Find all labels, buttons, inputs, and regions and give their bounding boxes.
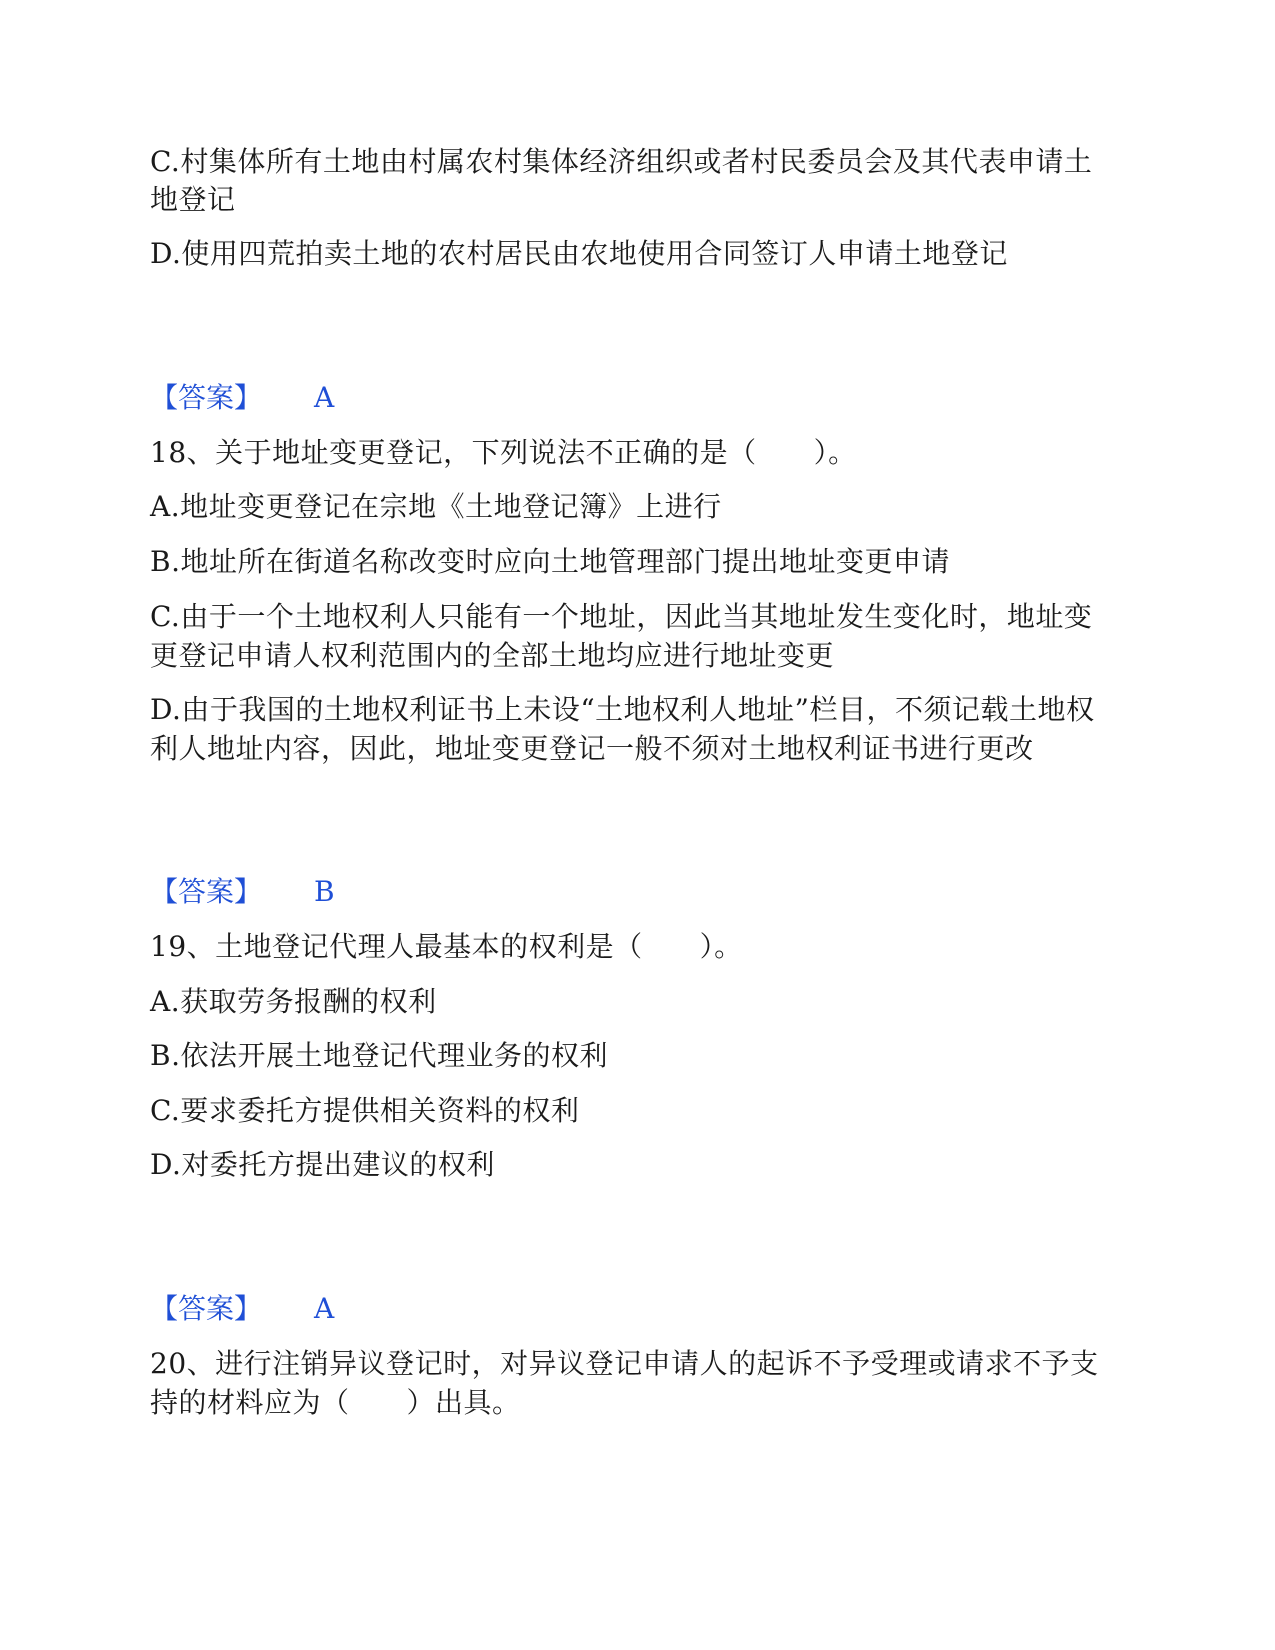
answer-value: A [314, 1292, 335, 1325]
answer-tag: 【答案】 [150, 381, 263, 414]
q18-answer [150, 872, 335, 912]
q17-option-d: D.使用四荒拍卖土地的农村居民由农地使用合同签订人申请土地登记 [150, 237, 1008, 270]
q20-stem-line1: 20、进行注销异议登记时，对异议登记申请人的起诉不予受理或请求不予支 [150, 1347, 1099, 1380]
answer-value: A [314, 381, 335, 414]
q19-answer [150, 1289, 334, 1329]
q19-option-d: D.对委托方提出建议的权利 [150, 1148, 495, 1181]
answer-value: B [314, 875, 335, 908]
q18-stem: 18、关于地址变更登记，下列说法不正确的是（ ）。 [150, 436, 857, 469]
q17-option-c-line2: 地登记 [150, 183, 236, 216]
q19-option-c: C.要求委托方提供相关资料的权利 [150, 1094, 580, 1127]
q17-answer [150, 378, 334, 418]
q19-option-b: B.依法开展土地登记代理业务的权利 [150, 1039, 608, 1072]
q18-option-c-line2: 更登记申请人权利范围内的全部土地均应进行地址变更 [150, 639, 835, 672]
q20-stem-line2: 持的材料应为（ ）出具。 [150, 1386, 521, 1419]
answer-tag: 【答案】 [150, 1292, 263, 1325]
q17-option-c-line1: C.村集体所有土地由村属农村集体经济组织或者村民委员会及其代表申请土 [150, 145, 1093, 178]
q18-option-b: B.地址所在街道名称改变时应向土地管理部门提出地址变更申请 [150, 545, 950, 578]
q18-option-d-line1: D.由于我国的土地权利证书上未设“土地权利人地址”栏目，不须记载土地权 [150, 693, 1095, 726]
q18-option-d-line2: 利人地址内容，因此，地址变更登记一般不须对土地权利证书进行更改 [150, 732, 1034, 765]
q18-option-a: A.地址变更登记在宗地《土地登记簿》上进行 [150, 490, 722, 523]
q18-option-c-line1: C.由于一个土地权利人只能有一个地址，因此当其地址发生变化时，地址变 [150, 600, 1093, 633]
q19-option-a: A.获取劳务报酬的权利 [150, 985, 437, 1018]
answer-tag: 【答案】 [150, 875, 263, 908]
q19-stem: 19、土地登记代理人最基本的权利是（ ）。 [150, 930, 743, 963]
